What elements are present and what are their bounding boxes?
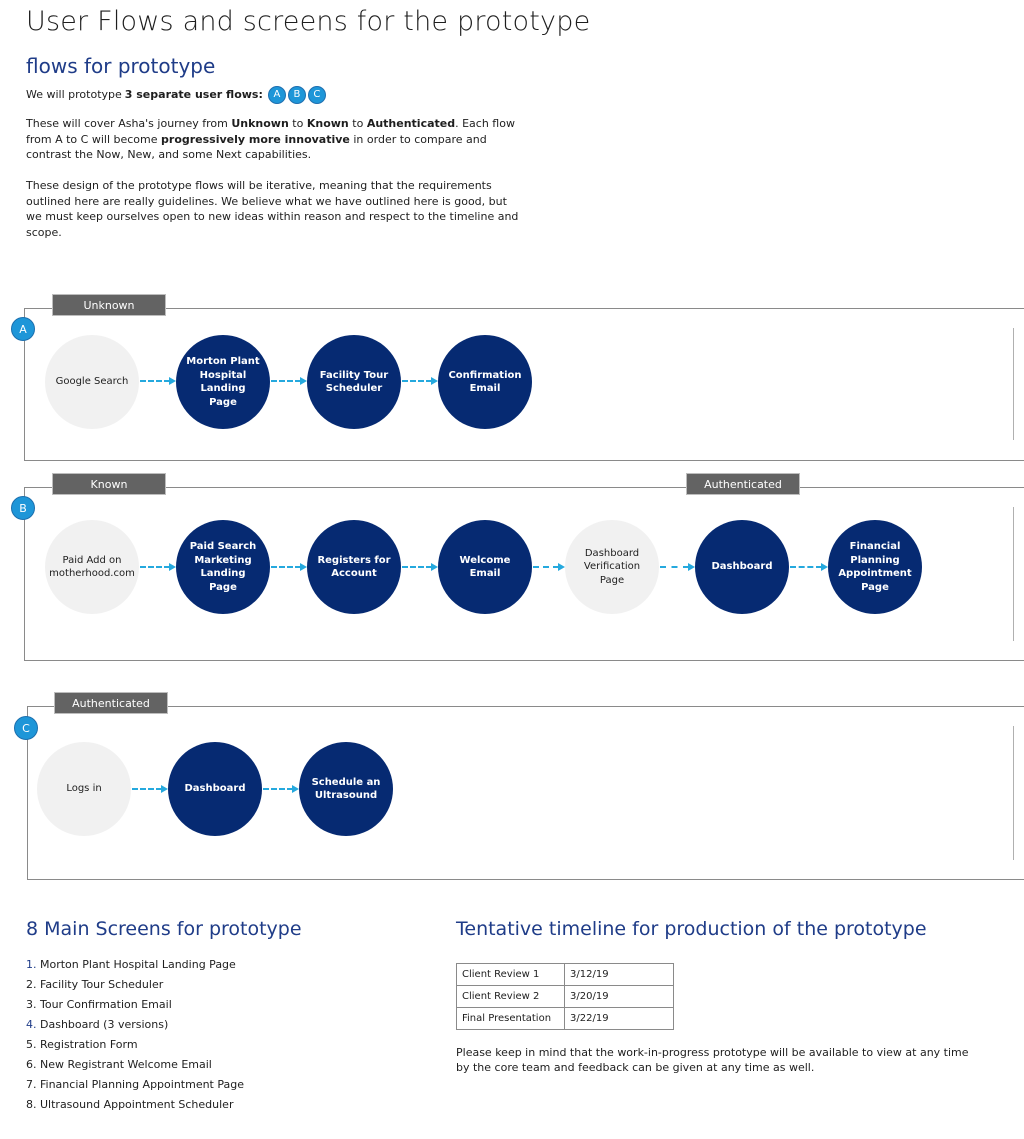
list-item: [26, 1095, 244, 1115]
intro-line: [26, 86, 326, 104]
table-row: [457, 1008, 674, 1030]
p1-text-3: to: [348, 117, 367, 130]
list-item-number: 6.: [26, 1058, 37, 1071]
flow-b-step-marketing-landing: Paid Search Marketing Landing Page: [176, 520, 270, 614]
list-item-number: 4.: [26, 1018, 37, 1031]
flow-b-tag-known: Known: [52, 473, 166, 495]
flow-a-arrow-1: [140, 377, 176, 385]
intro-paragraph-2: These design of the prototype flows will be iterative, meaning that the requirements outlined here are really guidelines. We believe what we have outlined here is good, but we must keep ourselves open to new ideas within reason and respect to the timeline and scope.: [26, 179, 519, 239]
flow-b-step-registers: Registers for Account: [307, 520, 401, 614]
list-item-label: Facility Tour Scheduler: [40, 978, 164, 991]
flow-badge-a: A: [268, 86, 286, 104]
flow-a-arrow-3: [402, 377, 438, 385]
flow-a-divider: [1013, 328, 1014, 440]
flow-badge-c: C: [308, 86, 326, 104]
list-item-number: 5.: [26, 1038, 37, 1051]
p1-bold-authenticated: Authenticated: [366, 117, 456, 130]
list-item-number: 2.: [26, 978, 37, 991]
screens-heading: 8 Main Screens for prototype: [26, 918, 302, 940]
list-item: [26, 975, 244, 995]
section-heading-flows: flows for prototype: [26, 54, 216, 78]
flow-c-divider: [1013, 726, 1014, 860]
flow-b-tag-authenticated: Authenticated: [686, 473, 800, 495]
flow-b-arrow-1: [140, 563, 176, 571]
p1-bold-unknown: Unknown: [231, 117, 289, 130]
list-item-label: Ultrasound Appointment Scheduler: [40, 1098, 234, 1111]
list-item-number: 7.: [26, 1078, 37, 1091]
timeline-date-cell: 3/12/19: [565, 964, 674, 986]
flow-a-step-landing-page: Morton Plant Hospital Landing Page: [176, 335, 270, 429]
flow-b-step-dashboard: Dashboard: [695, 520, 789, 614]
flow-c-step-ultrasound: Schedule an Ultrasound: [299, 742, 393, 836]
flow-b-arrow-5: [660, 563, 695, 571]
flow-b-arrow-2: [271, 563, 307, 571]
list-item-label: Morton Plant Hospital Landing Page: [40, 958, 236, 971]
screens-list: [26, 955, 244, 1115]
timeline-note: Please keep in mind that the work-in-progress prototype will be available to view at any time by the core team and feedback can be given at any time as well.: [456, 1046, 969, 1074]
list-item: [26, 1035, 244, 1055]
p1-bold-known: Known: [306, 117, 349, 130]
list-item: [26, 955, 244, 975]
flow-c-letter: C: [14, 716, 38, 740]
flow-b-step-dashboard-verification: Dashboard Verification Page: [565, 520, 659, 614]
list-item: [26, 995, 244, 1015]
p1-text-4: . Each flow from A to C will become: [26, 117, 515, 146]
flow-c-step-logs-in: Logs in: [37, 742, 131, 836]
p1-text-1: These will cover Asha's journey from: [26, 117, 232, 130]
table-row: [457, 986, 674, 1008]
flow-c-step-dashboard: Dashboard: [168, 742, 262, 836]
list-item-label: Dashboard (3 versions): [40, 1018, 169, 1031]
list-item-label: Financial Planning Appointment Page: [40, 1078, 244, 1091]
p1-text-2: to: [288, 117, 307, 130]
flow-b-step-paid-ad: Paid Add on motherhood.com: [45, 520, 139, 614]
intro-paragraph-1: [26, 116, 526, 163]
list-item-number: 1.: [26, 958, 37, 971]
flow-a-step-google-search: Google Search: [45, 335, 139, 429]
p1-text-5: in order to compare and contrast the Now, New, and some Next capabilities.: [26, 132, 487, 161]
flow-a-letter: A: [11, 317, 35, 341]
list-item-label: New Registrant Welcome Email: [40, 1058, 212, 1071]
flow-a-arrow-2: [271, 377, 307, 385]
list-item-label: Tour Confirmation Email: [40, 998, 172, 1011]
flow-b-arrow-4: [533, 563, 565, 571]
flow-a-step-tour-scheduler: Facility Tour Scheduler: [307, 335, 401, 429]
flow-c-arrow-1: [132, 785, 168, 793]
flow-a-tag: Unknown: [52, 294, 166, 316]
flow-b-arrow-3: [402, 563, 438, 571]
flow-c-tag: Authenticated: [54, 692, 168, 714]
list-item-number: 8.: [26, 1098, 37, 1111]
list-item: [26, 1075, 244, 1095]
page-title: User Flows and screens for the prototype: [26, 6, 591, 37]
flow-b-arrow-6: [790, 563, 828, 571]
timeline-heading: Tentative timeline for production of the prototype: [456, 918, 927, 940]
list-item-number: 3.: [26, 998, 37, 1011]
flow-c-arrow-2: [263, 785, 299, 793]
timeline-table: [456, 963, 674, 1030]
table-row: [457, 964, 674, 986]
timeline-label-cell: Client Review 2: [457, 986, 565, 1008]
list-item: [26, 1015, 244, 1035]
timeline-label-cell: Client Review 1: [457, 964, 565, 986]
p1-bold-innovative: progressively more innovative: [161, 132, 350, 146]
flow-badge-b: B: [288, 86, 306, 104]
flow-b-divider: [1013, 507, 1014, 641]
timeline-date-cell: 3/22/19: [565, 1008, 674, 1030]
list-item-label: Registration Form: [40, 1038, 138, 1051]
flow-a-step-confirmation-email: Confirmation Email: [438, 335, 532, 429]
list-item: [26, 1055, 244, 1075]
intro-bold: 3 separate user flows:: [124, 88, 263, 101]
flow-b-letter: B: [11, 496, 35, 520]
timeline-date-cell: 3/20/19: [565, 986, 674, 1008]
intro-prefix: We will prototype: [26, 88, 122, 101]
flow-b-step-welcome-email: Welcome Email: [438, 520, 532, 614]
flow-b-step-financial-planning: Financial Planning Appointment Page: [828, 520, 922, 614]
timeline-label-cell: Final Presentation: [457, 1008, 565, 1030]
